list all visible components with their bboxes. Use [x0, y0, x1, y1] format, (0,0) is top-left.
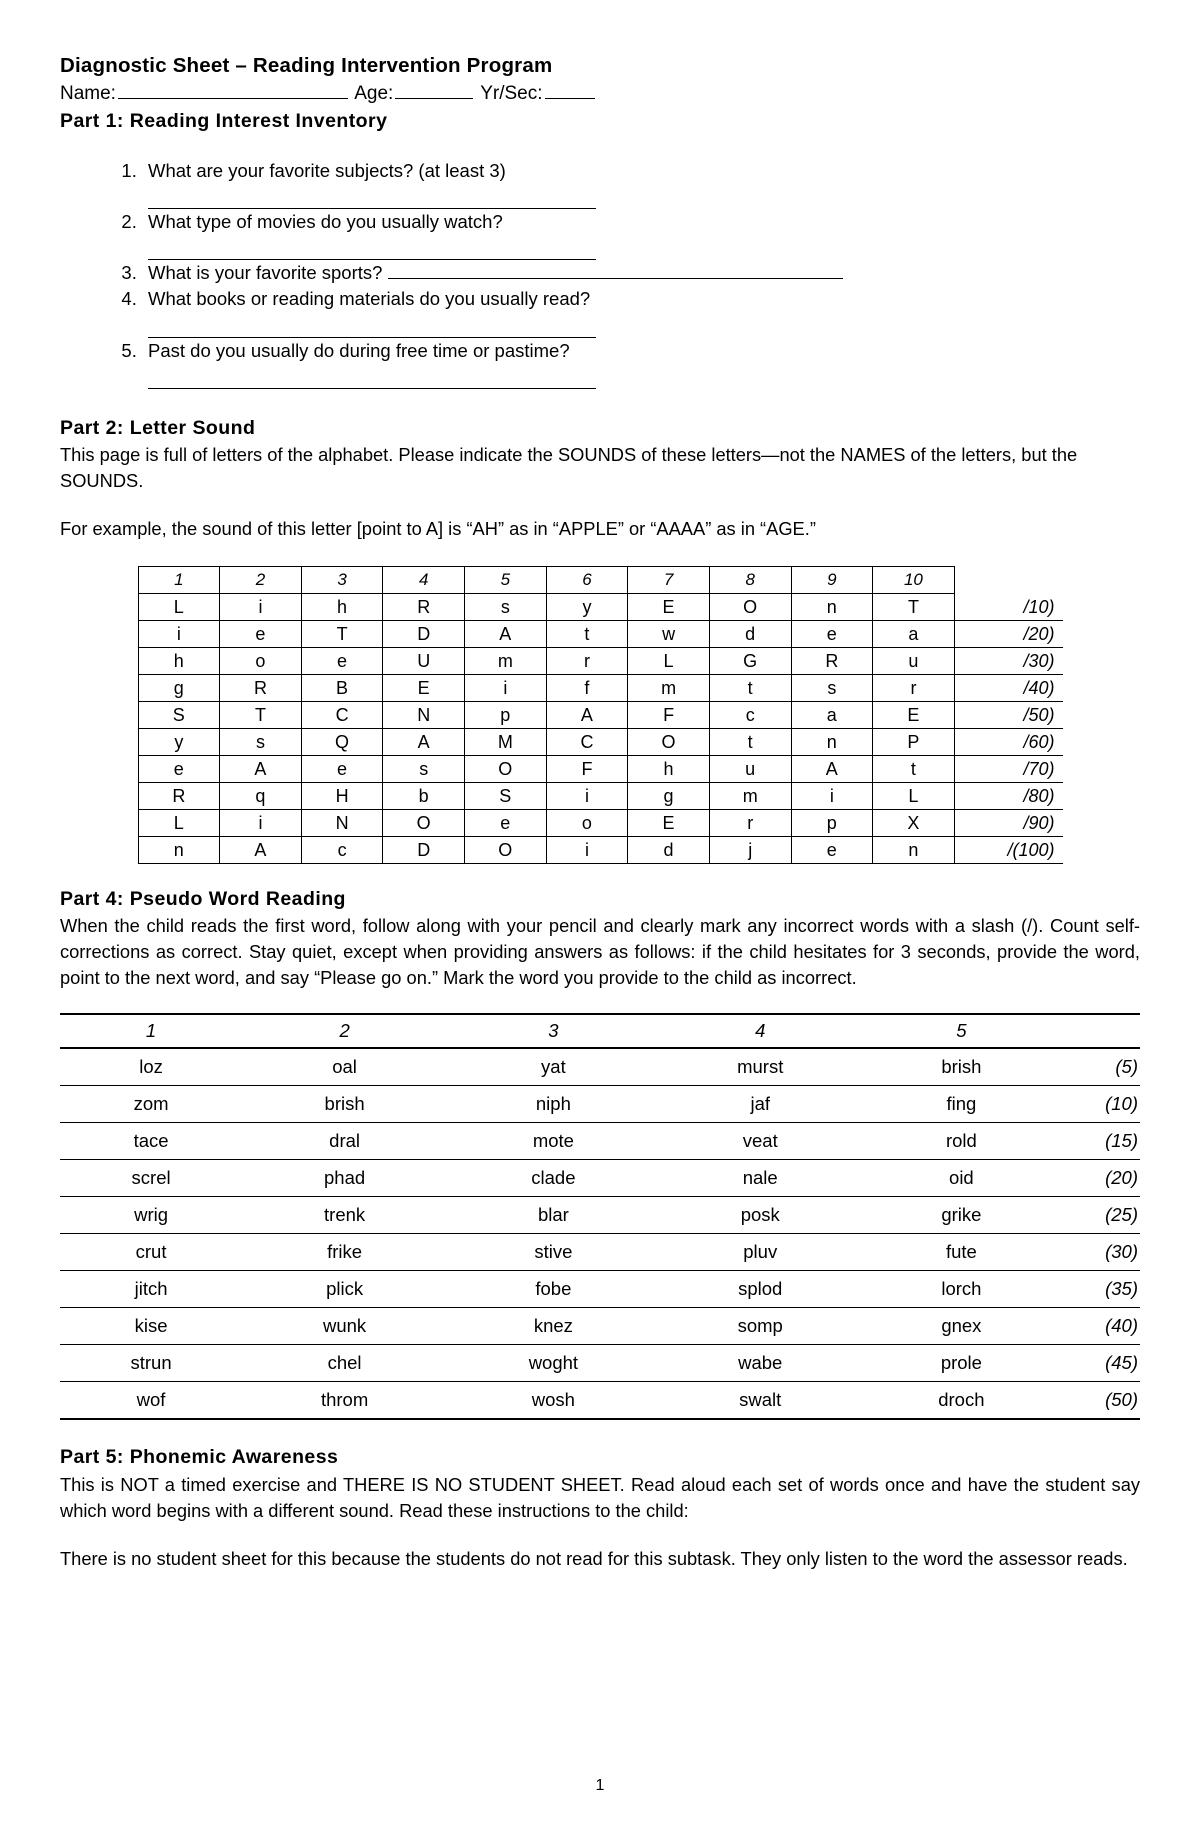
yrsec-input-blank[interactable]	[545, 80, 595, 99]
answer-blank-1[interactable]	[148, 185, 596, 209]
letter-cell: p	[791, 810, 873, 837]
word-cell: wof	[60, 1382, 242, 1420]
letter-cell: s	[465, 594, 547, 621]
letter-cell: O	[465, 837, 547, 864]
column-header: 8	[709, 567, 791, 594]
answer-blank-2[interactable]	[148, 236, 596, 260]
letter-cell: A	[465, 621, 547, 648]
letter-cell: T	[873, 594, 955, 621]
letter-cell: b	[383, 783, 465, 810]
score-column-header	[954, 567, 1062, 594]
letter-cell: M	[465, 729, 547, 756]
word-cell: droch	[861, 1382, 1062, 1420]
word-cell: somp	[660, 1308, 861, 1345]
table-row	[138, 783, 1063, 810]
column-header: 9	[791, 567, 873, 594]
word-cell: jaf	[660, 1086, 861, 1123]
word-cell: wrig	[60, 1197, 242, 1234]
word-cell: plick	[242, 1271, 447, 1308]
letter-cell: R	[220, 675, 302, 702]
letter-cell: r	[709, 810, 791, 837]
word-cell: knez	[447, 1308, 660, 1345]
name-label: Name:	[60, 83, 116, 105]
row-score: /30)	[954, 648, 1062, 675]
letter-cell: q	[220, 783, 302, 810]
letter-cell: H	[301, 783, 383, 810]
letter-cell: Q	[301, 729, 383, 756]
word-cell: strun	[60, 1345, 242, 1382]
letter-cell: e	[791, 837, 873, 864]
part5-paragraph-1: This is NOT a timed exercise and THERE IS NO STUDENT SHEET. Read aloud each set of words once and have the student say which word begins with a different sound. Read these instructions to the child:	[60, 1473, 1140, 1521]
letter-cell: w	[628, 621, 710, 648]
table-row	[60, 1197, 1140, 1234]
letter-cell: L	[628, 648, 710, 675]
letter-cell: N	[383, 702, 465, 729]
score-column-header	[1062, 1014, 1140, 1048]
letter-cell: n	[873, 837, 955, 864]
column-header: 3	[447, 1014, 660, 1048]
column-header: 5	[465, 567, 547, 594]
letter-cell: U	[383, 648, 465, 675]
letter-cell: O	[383, 810, 465, 837]
table-header-row	[60, 1014, 1140, 1048]
word-cell: rold	[861, 1123, 1062, 1160]
list-item	[142, 260, 1140, 286]
word-cell: swalt	[660, 1382, 861, 1420]
letter-cell: h	[138, 648, 220, 675]
word-cell: throm	[242, 1382, 447, 1420]
letter-cell: i	[220, 594, 302, 621]
question-text: Past do you usually do during free time or pastime?	[148, 339, 570, 361]
table-row	[60, 1234, 1140, 1271]
column-header: 4	[660, 1014, 861, 1048]
table-header-row	[138, 567, 1063, 594]
letter-cell: G	[709, 648, 791, 675]
part1-question-list	[60, 158, 1140, 389]
row-score: /80)	[954, 783, 1062, 810]
letter-cell: f	[546, 675, 628, 702]
word-cell: zom	[60, 1086, 242, 1123]
row-score: (20)	[1062, 1160, 1140, 1197]
word-cell: gnex	[861, 1308, 1062, 1345]
letter-cell: R	[383, 594, 465, 621]
pseudo-table-body	[60, 1048, 1140, 1419]
table-row	[138, 648, 1063, 675]
column-header: 3	[301, 567, 383, 594]
table-row	[138, 675, 1063, 702]
table-row	[138, 810, 1063, 837]
letter-cell: y	[138, 729, 220, 756]
word-cell: stive	[447, 1234, 660, 1271]
letter-cell: d	[628, 837, 710, 864]
column-header: 1	[60, 1014, 242, 1048]
table-row	[60, 1123, 1140, 1160]
column-header: 2	[242, 1014, 447, 1048]
letter-cell: P	[873, 729, 955, 756]
answer-blank-5[interactable]	[148, 365, 596, 389]
row-score: (40)	[1062, 1308, 1140, 1345]
row-score: (50)	[1062, 1382, 1140, 1420]
word-cell: wunk	[242, 1308, 447, 1345]
letter-cell: e	[220, 621, 302, 648]
word-cell: trenk	[242, 1197, 447, 1234]
table-row	[60, 1271, 1140, 1308]
column-header: 10	[873, 567, 955, 594]
letter-cell: t	[709, 729, 791, 756]
part2-heading: Part 2: Letter Sound	[60, 416, 256, 439]
table-row	[138, 729, 1063, 756]
yrsec-label: Yr/Sec:	[480, 83, 543, 105]
letter-cell: F	[546, 756, 628, 783]
row-score: (5)	[1062, 1048, 1140, 1086]
list-item	[142, 209, 1140, 260]
letter-cell: T	[220, 702, 302, 729]
letter-cell: n	[791, 729, 873, 756]
word-cell: grike	[861, 1197, 1062, 1234]
word-cell: tace	[60, 1123, 242, 1160]
row-score: (25)	[1062, 1197, 1140, 1234]
letter-cell: m	[628, 675, 710, 702]
word-cell: fobe	[447, 1271, 660, 1308]
letter-cell: y	[546, 594, 628, 621]
letter-cell: i	[220, 810, 302, 837]
letter-cell: g	[138, 675, 220, 702]
table-row	[138, 702, 1063, 729]
pseudo-word-table-wrapper	[60, 1013, 1140, 1420]
table-row	[60, 1086, 1140, 1123]
word-cell: blar	[447, 1197, 660, 1234]
word-cell: dral	[242, 1123, 447, 1160]
column-header: 6	[546, 567, 628, 594]
row-score: (15)	[1062, 1123, 1140, 1160]
word-cell: niph	[447, 1086, 660, 1123]
table-row	[60, 1345, 1140, 1382]
row-score: (45)	[1062, 1345, 1140, 1382]
row-score: /10)	[954, 594, 1062, 621]
identity-fields-row	[60, 80, 1140, 107]
letter-cell: c	[709, 702, 791, 729]
letter-cell: C	[546, 729, 628, 756]
letter-cell: E	[628, 810, 710, 837]
letter-cell: a	[791, 702, 873, 729]
row-score: (35)	[1062, 1271, 1140, 1308]
row-score: (10)	[1062, 1086, 1140, 1123]
word-cell: wabe	[660, 1345, 861, 1382]
word-cell: oid	[861, 1160, 1062, 1197]
letter-cell: R	[138, 783, 220, 810]
word-cell: splod	[660, 1271, 861, 1308]
letter-cell: i	[138, 621, 220, 648]
answer-blank-3[interactable]	[388, 261, 843, 280]
letter-cell: h	[301, 594, 383, 621]
letter-cell: s	[220, 729, 302, 756]
letter-cell: e	[138, 756, 220, 783]
pseudo-word-table	[60, 1013, 1140, 1420]
letter-cell: N	[301, 810, 383, 837]
word-cell: frike	[242, 1234, 447, 1271]
letter-cell: A	[220, 756, 302, 783]
page-title: Diagnostic Sheet – Reading Intervention Program	[60, 54, 553, 77]
word-cell: fute	[861, 1234, 1062, 1271]
part5-paragraph-2: There is no student sheet for this because the students do not read for this subtask. They only listen to the word the assessor reads.	[60, 1547, 1128, 1569]
age-label: Age:	[354, 83, 394, 105]
part1-heading: Part 1: Reading Interest Inventory	[60, 110, 388, 133]
letter-cell: A	[546, 702, 628, 729]
letter-cell: t	[546, 621, 628, 648]
letter-cell: R	[791, 648, 873, 675]
word-cell: woght	[447, 1345, 660, 1382]
part4-heading: Part 4: Pseudo Word Reading	[60, 888, 346, 911]
column-header: 7	[628, 567, 710, 594]
letter-cell: D	[383, 621, 465, 648]
letter-cell: D	[383, 837, 465, 864]
table-row	[138, 594, 1063, 621]
letter-cell: O	[465, 756, 547, 783]
letter-cell: A	[791, 756, 873, 783]
word-cell: kise	[60, 1308, 242, 1345]
letter-cell: t	[873, 756, 955, 783]
letter-cell: m	[709, 783, 791, 810]
word-cell: chel	[242, 1345, 447, 1382]
word-cell: wosh	[447, 1382, 660, 1420]
column-header: 2	[220, 567, 302, 594]
table-row	[138, 621, 1063, 648]
word-cell: phad	[242, 1160, 447, 1197]
row-score: /40)	[954, 675, 1062, 702]
word-cell: murst	[660, 1048, 861, 1086]
name-input-blank[interactable]	[118, 80, 348, 99]
word-cell: brish	[242, 1086, 447, 1123]
letter-cell: T	[301, 621, 383, 648]
list-item	[142, 158, 1140, 209]
letter-cell: X	[873, 810, 955, 837]
letter-cell: F	[628, 702, 710, 729]
letter-cell: t	[709, 675, 791, 702]
word-cell: veat	[660, 1123, 861, 1160]
question-text: What type of movies do you usually watch?	[148, 210, 503, 232]
letter-cell: j	[709, 837, 791, 864]
letter-sound-table-wrapper	[60, 566, 1140, 864]
letter-table-body	[138, 594, 1063, 864]
letter-cell: O	[628, 729, 710, 756]
letter-cell: E	[383, 675, 465, 702]
word-cell: posk	[660, 1197, 861, 1234]
word-cell: crut	[60, 1234, 242, 1271]
letter-cell: e	[465, 810, 547, 837]
letter-cell: u	[709, 756, 791, 783]
letter-cell: u	[873, 648, 955, 675]
row-score: /90)	[954, 810, 1062, 837]
letter-sound-table	[138, 566, 1063, 864]
letter-cell: i	[546, 837, 628, 864]
word-cell: clade	[447, 1160, 660, 1197]
letter-cell: i	[465, 675, 547, 702]
question-text: What books or reading materials do you usually read?	[148, 288, 591, 310]
letter-cell: n	[138, 837, 220, 864]
column-header: 1	[138, 567, 220, 594]
letter-cell: r	[546, 648, 628, 675]
letter-cell: g	[628, 783, 710, 810]
letter-cell: e	[301, 648, 383, 675]
letter-cell: c	[301, 837, 383, 864]
word-cell: prole	[861, 1345, 1062, 1382]
letter-cell: e	[301, 756, 383, 783]
table-row	[60, 1308, 1140, 1345]
letter-cell: r	[873, 675, 955, 702]
letter-cell: E	[873, 702, 955, 729]
letter-cell: a	[873, 621, 955, 648]
letter-cell: o	[546, 810, 628, 837]
letter-cell: p	[465, 702, 547, 729]
row-score: (30)	[1062, 1234, 1140, 1271]
letter-cell: S	[465, 783, 547, 810]
list-item	[142, 286, 1140, 337]
word-cell: mote	[447, 1123, 660, 1160]
word-cell: screl	[60, 1160, 242, 1197]
table-row	[60, 1048, 1140, 1086]
letter-cell: s	[791, 675, 873, 702]
table-row	[138, 837, 1063, 864]
word-cell: loz	[60, 1048, 242, 1086]
question-text: What are your favorite subjects? (at least 3)	[148, 159, 506, 181]
table-row	[60, 1382, 1140, 1420]
word-cell: nale	[660, 1160, 861, 1197]
letter-cell: s	[383, 756, 465, 783]
letter-cell: C	[301, 702, 383, 729]
row-score: /70)	[954, 756, 1062, 783]
letter-cell: L	[873, 783, 955, 810]
letter-cell: B	[301, 675, 383, 702]
column-header: 4	[383, 567, 465, 594]
letter-cell: A	[220, 837, 302, 864]
letter-cell: i	[546, 783, 628, 810]
word-cell: fing	[861, 1086, 1062, 1123]
row-score: /50)	[954, 702, 1062, 729]
table-row	[138, 756, 1063, 783]
part2-example: For example, the sound of this letter [point to A] is “AH” as in “APPLE” or “AAAA” as in “AGE.”	[60, 518, 816, 540]
word-cell: pluv	[660, 1234, 861, 1271]
letter-cell: d	[709, 621, 791, 648]
word-cell: lorch	[861, 1271, 1062, 1308]
part5-heading: Part 5: Phonemic Awareness	[60, 1446, 339, 1469]
letter-cell: n	[791, 594, 873, 621]
letter-cell: O	[709, 594, 791, 621]
table-row	[60, 1160, 1140, 1197]
part4-instructions: When the child reads the first word, follow along with your pencil and clearly mark any incorrect words with a slash (/). Count self-corrections as correct. Stay quiet, except when providing answers as follows: if the child hesitates for 3 seconds, provide the word, point to the next word, and say “Please go on.” Mark the word you provide to the child as incorrect.	[60, 915, 1140, 989]
word-cell: yat	[447, 1048, 660, 1086]
letter-cell: S	[138, 702, 220, 729]
row-score: /(100)	[954, 837, 1062, 864]
letter-cell: L	[138, 810, 220, 837]
letter-cell: L	[138, 594, 220, 621]
list-item	[142, 338, 1140, 389]
word-cell: brish	[861, 1048, 1062, 1086]
letter-cell: A	[383, 729, 465, 756]
question-text: What is your favorite sports?	[148, 262, 383, 284]
age-input-blank[interactable]	[395, 80, 473, 99]
letter-cell: o	[220, 648, 302, 675]
word-cell: jitch	[60, 1271, 242, 1308]
letter-cell: h	[628, 756, 710, 783]
word-cell: oal	[242, 1048, 447, 1086]
letter-cell: i	[791, 783, 873, 810]
page-number: 1	[595, 1777, 605, 1794]
answer-blank-4[interactable]	[148, 314, 596, 338]
row-score: /60)	[954, 729, 1062, 756]
row-score: /20)	[954, 621, 1062, 648]
part2-intro: This page is full of letters of the alphabet. Please indicate the SOUNDS of these letters—not the NAMES of the letters, but the SOUNDS.	[60, 444, 1078, 492]
column-header: 5	[861, 1014, 1062, 1048]
letter-cell: e	[791, 621, 873, 648]
letter-cell: E	[628, 594, 710, 621]
letter-cell: m	[465, 648, 547, 675]
